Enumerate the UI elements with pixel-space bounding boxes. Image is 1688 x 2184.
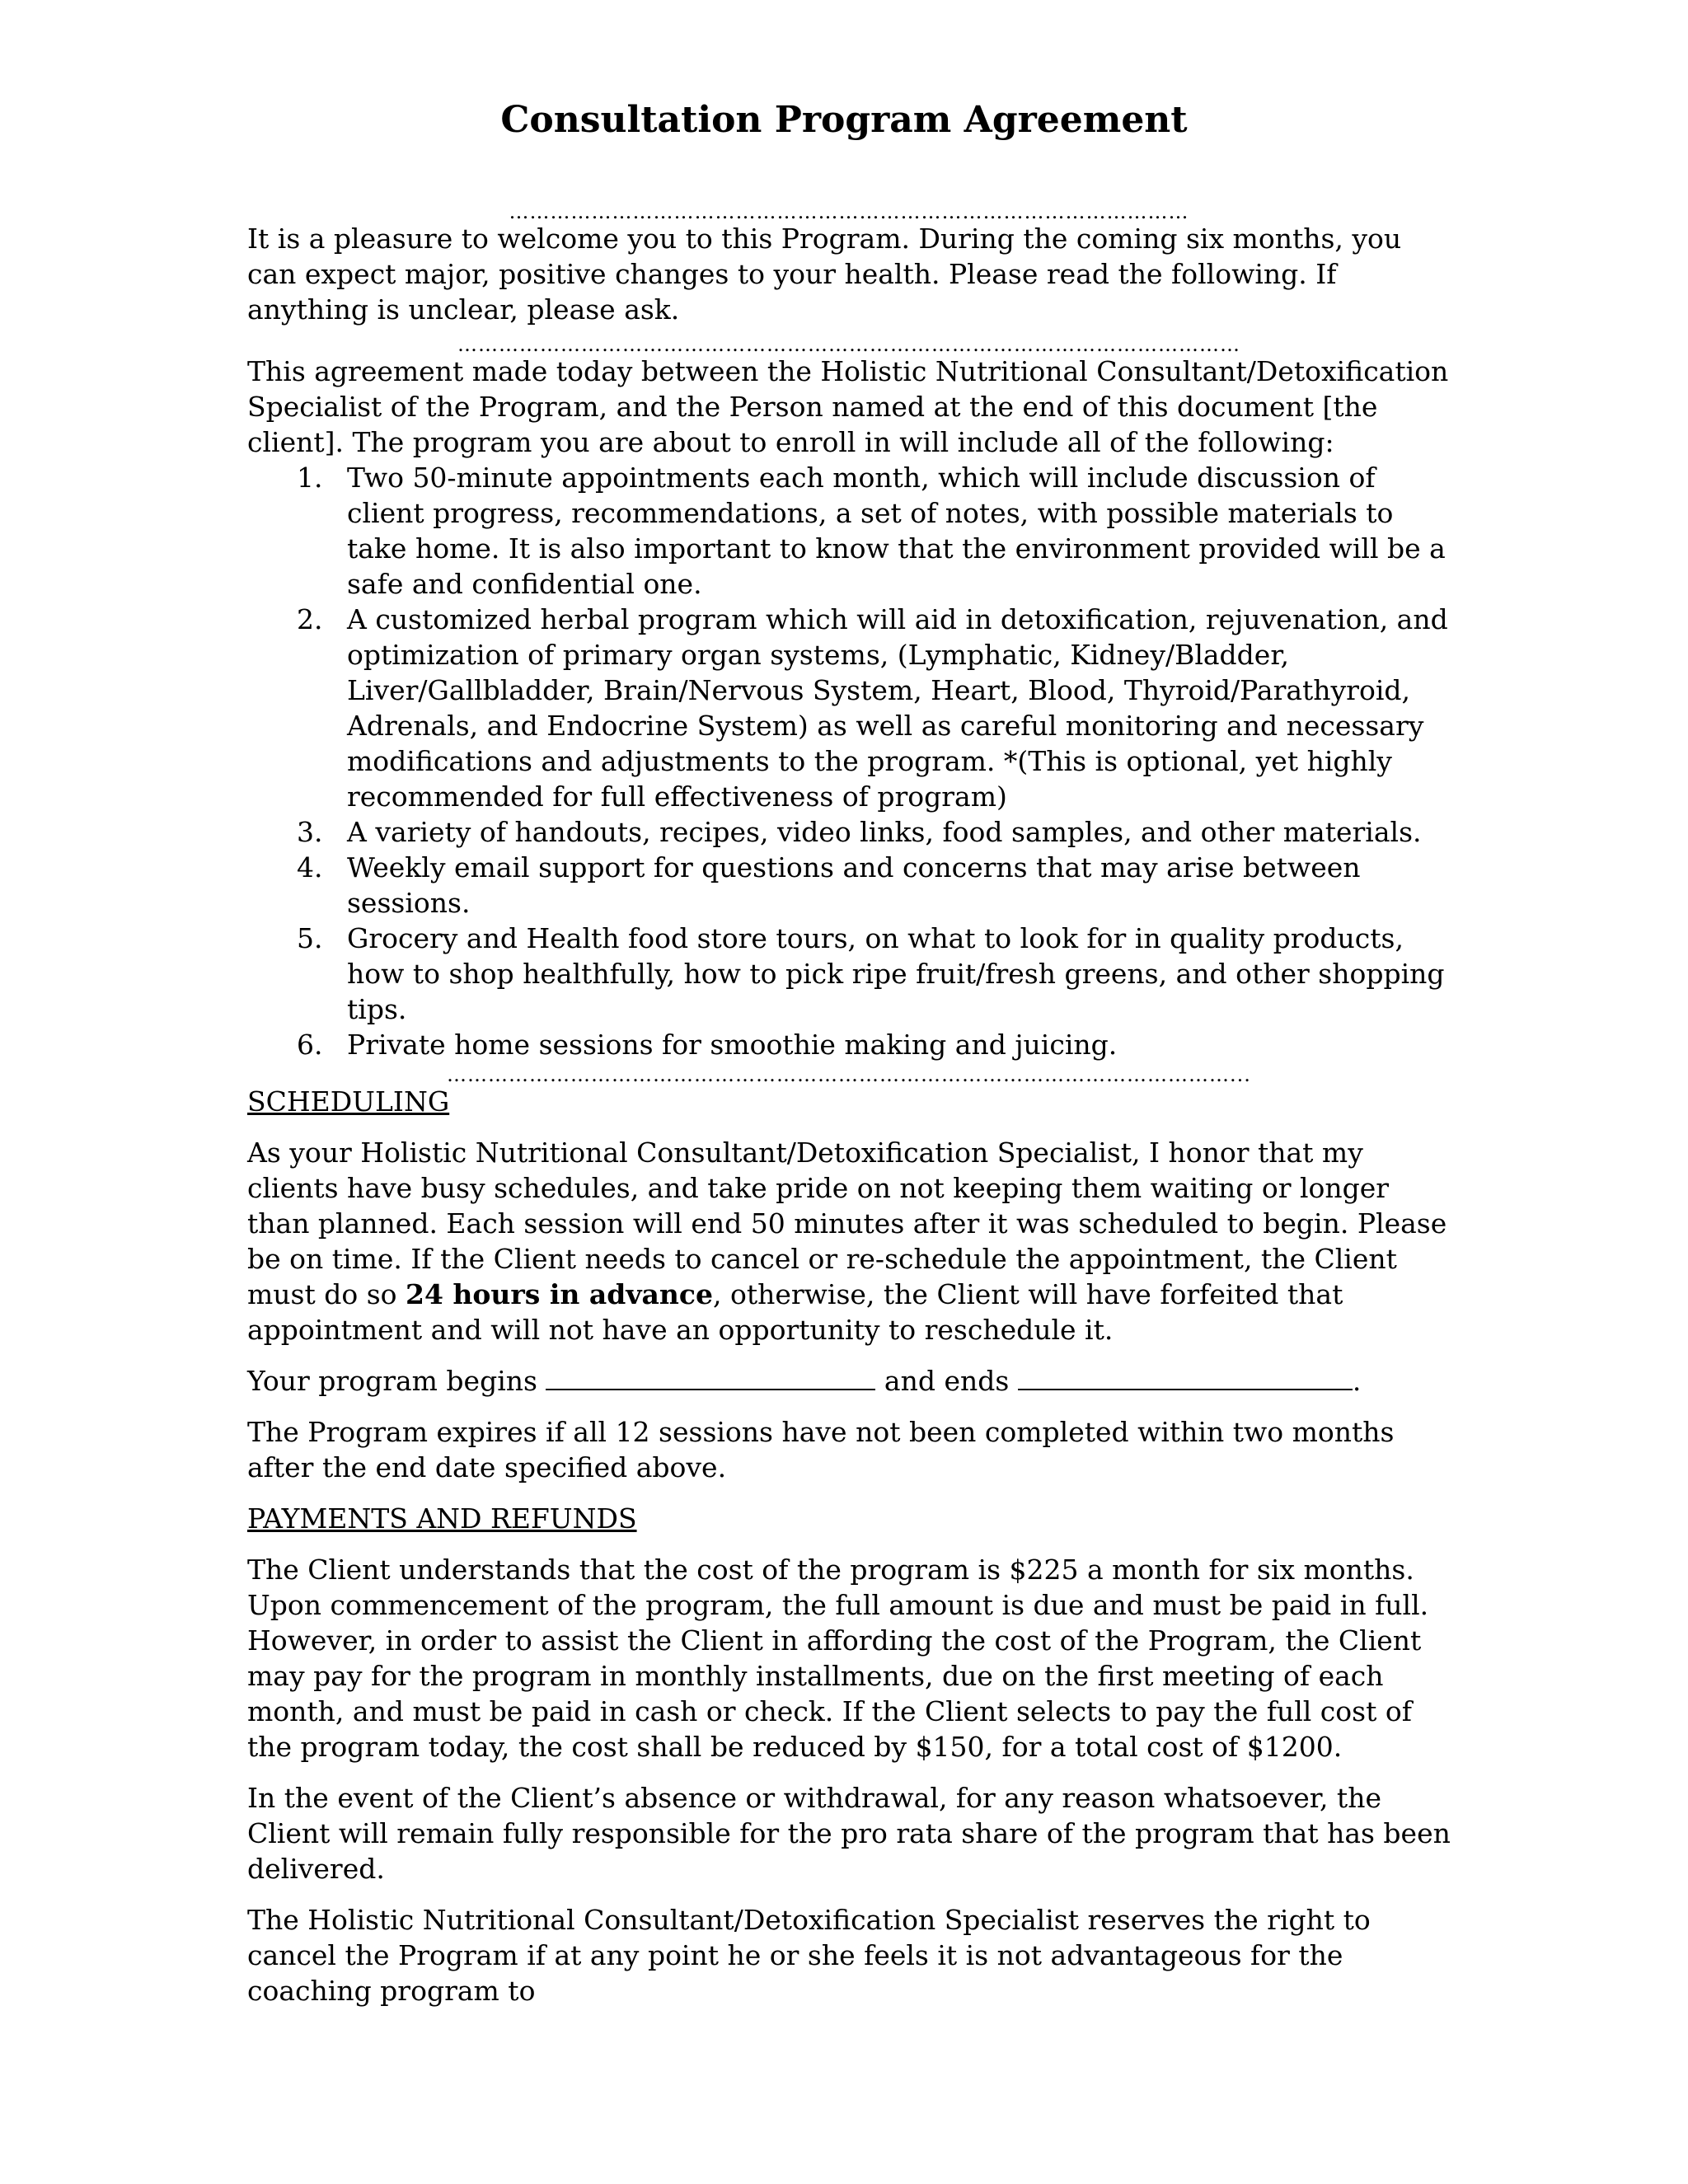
list-item-number: 5. bbox=[297, 922, 323, 954]
ends-period: . bbox=[1352, 1365, 1362, 1397]
list-item-text: Private home sessions for smoothie making and juicing. bbox=[347, 1029, 1118, 1061]
dotted-divider: ……………………………………………………………………………………… bbox=[509, 203, 1189, 221]
ends-label: and ends bbox=[875, 1365, 1018, 1397]
expires-paragraph: The Program expires if all 12 sessions have not been completed within two months after the end date specified above. bbox=[247, 1416, 1395, 1483]
begins-label: Your program begins bbox=[247, 1365, 546, 1397]
agreement-intro-paragraph: This agreement made today between the Holistic Nutritional Consultant/Detoxification Specialist of the Program, and the Person named at the end of this document [the client]. The program you are about to enroll in will include all of the following: bbox=[247, 355, 1449, 458]
list-item-number: 2. bbox=[297, 603, 323, 635]
begin-date-blank[interactable] bbox=[546, 1366, 875, 1390]
scheduling-text-end: , otherwise, the Client will have forfeited that appointment and will not have an opportunity to reschedule it. bbox=[247, 1278, 1343, 1346]
scheduling-text: As your Holistic Nutritional Consultant/Detoxification Specialist, I honor that my clients have busy schedules, and take pride on not keeping them waiting or longer than planned. Each session will end 50 minutes after it was scheduled to begin. Please be on time. If the Client needs to cancel or re-schedule the appointment, the Client must do so bbox=[247, 1137, 1447, 1310]
list-item-text: A variety of handouts, recipes, video links, food samples, and other materials. bbox=[347, 816, 1422, 848]
payments-paragraph-2: In the event of the Client’s absence or withdrawal, for any reason whatsoever, the Client will remain fully responsible for the pro rata share of the program that has been delivered. bbox=[247, 1782, 1451, 1885]
list-item-text: Weekly email support for questions and concerns that may arise between sessions. bbox=[347, 851, 1361, 919]
list-item-number: 1. bbox=[297, 462, 323, 494]
dotted-divider: ……………………………………………………………………………………………………... bbox=[447, 1066, 1251, 1084]
scheduling-paragraph bbox=[247, 1135, 1451, 1347]
list-item-text: A customized herbal program which will aid in detoxification, rejuvenation, and optimization of primary organ systems, (Lymphatic, Kidney/Bladder, Liver/Gallbladder, Brain/Nervous System, Heart, Blood, Thyroid/Parathyroid, Adrenals, and Endocrine System) as well as careful monitoring and necessary modifications and adjustments to the program. *(This is optional, yet highly recommended for full effectiveness of program) bbox=[347, 603, 1448, 813]
list-item bbox=[247, 921, 1451, 1027]
scheduling-notice-bold: 24 hours in advance bbox=[406, 1278, 713, 1310]
scheduling-heading: SCHEDULING bbox=[247, 1085, 450, 1118]
program-dates-line bbox=[247, 1363, 1451, 1399]
list-item-text: Two 50-minute appointments each month, which will include discussion of client progress, recommendations, a set of notes, with possible materials to take home. It is also important to know that the environment provided will be a safe and confidential one. bbox=[347, 462, 1446, 600]
list-item bbox=[247, 1027, 1451, 1062]
list-item bbox=[247, 602, 1451, 814]
document-body bbox=[247, 203, 1451, 2008]
payments-paragraph-1: The Client understands that the cost of the program is $225 a month for six months. Upon commencement of the program, the full amount is due and must be paid in full. However, in order to assist the Client in affording the cost of the Program, the Client may pay for the program in monthly installments, due on the first meeting of each month, and must be paid in cash or check. If the Client selects to pay the full cost of the program today, the cost shall be reduced by $150, for a total cost of $1200. bbox=[247, 1554, 1429, 1763]
dotted-divider: …………………………………………………………………………………………………… bbox=[457, 335, 1240, 354]
list-item-number: 4. bbox=[297, 851, 323, 883]
welcome-paragraph: It is a pleasure to welcome you to this Program. During the coming six months, you can expect major, positive changes to your health. Please read the following. If anything is unclear, please ask. bbox=[247, 223, 1402, 326]
list-item-number: 6. bbox=[297, 1029, 323, 1061]
document-title: Consultation Program Agreement bbox=[500, 99, 1188, 141]
list-item-number: 3. bbox=[297, 816, 323, 848]
payments-heading: PAYMENTS AND REFUNDS bbox=[247, 1502, 637, 1535]
list-item bbox=[247, 814, 1451, 850]
list-item bbox=[247, 460, 1451, 602]
program-items-list bbox=[247, 460, 1451, 1062]
end-date-blank[interactable] bbox=[1018, 1366, 1353, 1390]
payments-paragraph-3: The Holistic Nutritional Consultant/Detoxification Specialist reserves the right to cancel the Program if at any point he or she feels it is not advantageous for the coaching program to bbox=[247, 1904, 1371, 2007]
list-item-text: Grocery and Health food store tours, on what to look for in quality products, how to shop healthfully, how to pick ripe fruit/fresh greens, and other shopping tips. bbox=[347, 922, 1445, 1025]
list-item bbox=[247, 850, 1451, 921]
